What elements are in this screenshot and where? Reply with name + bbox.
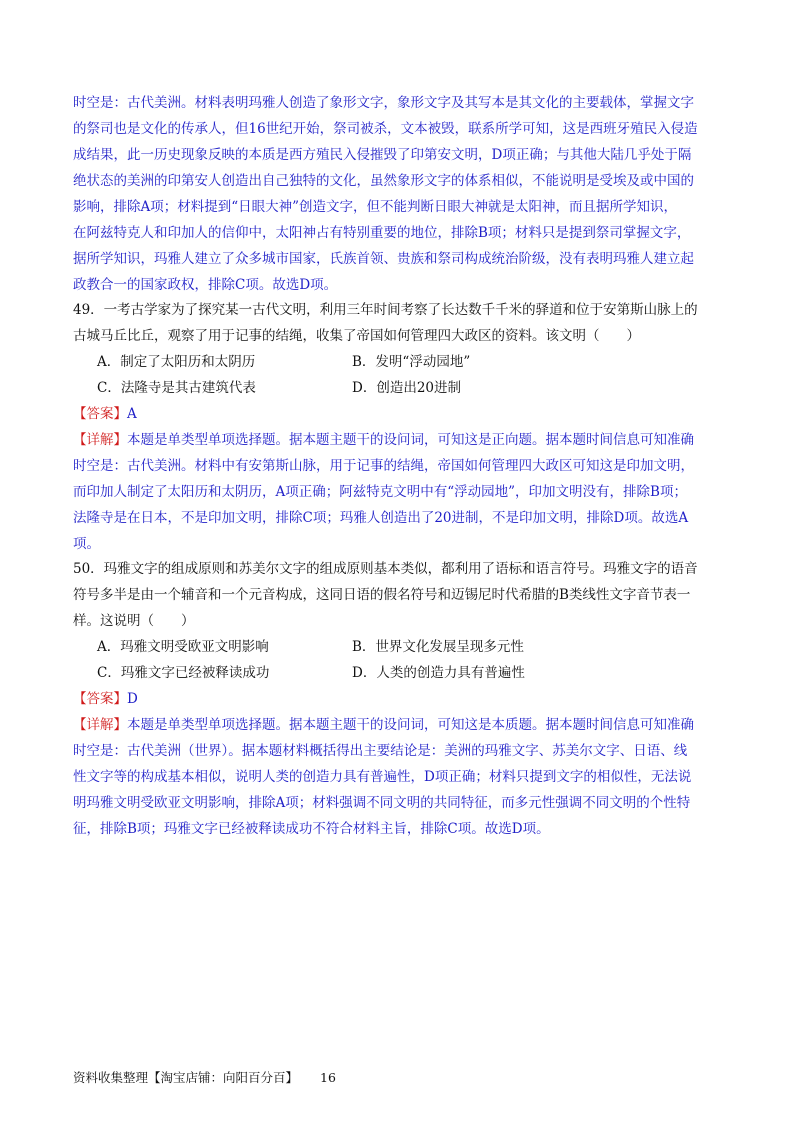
q48-analysis-line: 的祭司也是文化的传承人，但16世纪开始，祭司被杀，文本被毁，联系所学可知，这是西班牙殖民入侵造: [73, 121, 698, 137]
analysis-text: 本题是单类型单项选择题。据本题主题干的设问词，可知这是本质题。据本题时间信息可知准确: [127, 717, 694, 733]
q50-option-b: B．世界文化发展呈现多元性: [352, 639, 524, 655]
q50-option-a: A．玛雅文明受欧亚文明影响: [97, 639, 269, 655]
q49-analysis-line: 法隆寺是在日本，不是印加文明，排除C项；玛雅人创造出了20进制，不是印加文明，排除D项。故选A: [73, 510, 689, 526]
q49-analysis-line: 而印加人制定了太阳历和太阴历，A项正确；阿兹特克文明中有“浮动园地”，印加文明没有，排除B项；: [73, 484, 687, 500]
q48-analysis-line: 绝状态的美洲的印第安人创造出自己独特的文化，虽然象形文字的体系相似，不能说明是受埃及或中国的: [73, 173, 694, 189]
answer-label: 【答案】: [73, 406, 127, 422]
page-number: 16: [320, 1070, 336, 1085]
q50-stem-line: 样。这说明（ ）: [73, 613, 195, 629]
q49-answer: [73, 404, 137, 424]
q48-analysis-line: 据所学知识，玛雅人建立了众多城市国家，氏族首领、贵族和祭司构成统治阶级，没有表明玛雅人建立起: [73, 251, 694, 267]
analysis-label: 【详解】: [73, 717, 127, 733]
q49-stem-line: 49．一考古学家为了探究某一古代文明，利用三年时间考察了长达数千千米的驿道和位于安第斯山脉上的: [73, 302, 698, 318]
q49-option-c: C．法隆寺是其古建筑代表: [97, 380, 256, 396]
q50-analysis-line: 时空是：古代美洲（世界）。据本题材料概括得出主要结论是：美洲的玛雅文字、苏美尔文字、日语、线: [73, 743, 688, 759]
analysis-text: 本题是单类型单项选择题。据本题主题干的设问词，可知这是正向题。据本题时间信息可知准确: [127, 432, 694, 448]
q50-analysis-line: [73, 715, 694, 735]
q48-analysis-line: 政教合一的国家政权，排除C项。故选D项。: [73, 277, 338, 293]
q50-analysis-line: 征，排除B项；玛雅文字已经被释读成功不符合材料主旨，排除C项。故选D项。: [73, 821, 550, 837]
q49-option-b: B．发明“浮动园地”: [352, 354, 471, 370]
q50-answer: [73, 689, 138, 709]
q48-analysis-line: 影响，排除A项；材料提到“日眼大神”创造文字，但不能判断日眼大神就是太阳神，而且据所学知识，: [73, 199, 678, 215]
q49-option-d: D．创造出20进制: [352, 380, 462, 396]
q50-option-c: C．玛雅文字已经被释读成功: [97, 665, 270, 681]
q49-stem-line: 古城马丘比丘，观察了用于记事的结绳，收集了帝国如何管理四大政区的资料。该文明（ ）: [73, 328, 640, 344]
q50-option-d: D．人类的创造力具有普遍性: [352, 665, 525, 681]
q48-analysis-line: 成结果，此一历史现象反映的本质是西方殖民入侵摧毁了印第安文明，D项正确；与其他大陆几乎处于隔: [73, 147, 692, 163]
q49-analysis-line: 项。: [73, 536, 100, 552]
answer-value: D: [127, 691, 138, 707]
answer-value: A: [127, 406, 137, 422]
page-footer: [73, 1068, 336, 1086]
q50-analysis-line: 明玛雅文明受欧亚文明影响，排除A项；材料强调不同文明的共同特征，而多元性强调不同文明的个性特: [73, 795, 691, 811]
analysis-label: 【详解】: [73, 432, 127, 448]
q49-analysis-line: 时空是：古代美洲。材料中有安第斯山脉，用于记事的结绳，帝国如何管理四大政区可知这是印加文明，: [73, 458, 694, 474]
q48-analysis-line: 时空是：古代美洲。材料表明玛雅人创造了象形文字，象形文字及其写本是其文化的主要载体，掌握文字: [73, 95, 694, 111]
q50-stem-line: 符号多半是由一个辅音和一个元音构成，这同日语的假名符号和迈锡尼时代希腊的B类线性文字音节表一: [73, 587, 691, 603]
q50-analysis-line: 性文字等的构成基本相似，说明人类的创造力具有普遍性，D项正确；材料只提到文字的相似性，无法说: [73, 769, 692, 785]
q49-analysis-line: [73, 430, 694, 450]
q48-analysis-line: 在阿兹特克人和印加人的信仰中，太阳神占有特别重要的地位，排除B项；材料只是提到祭司掌握文字，: [73, 225, 691, 241]
footer-source: 资料收集整理【淘宝店铺：向阳百分百】: [73, 1070, 299, 1085]
q50-stem-line: 50．玛雅文字的组成原则和苏美尔文字的组成原则基本类似，都利用了语标和语言符号。玛雅文字的语音: [73, 561, 698, 577]
answer-label: 【答案】: [73, 691, 127, 707]
q49-option-a: A．制定了太阳历和太阴历: [97, 354, 256, 370]
